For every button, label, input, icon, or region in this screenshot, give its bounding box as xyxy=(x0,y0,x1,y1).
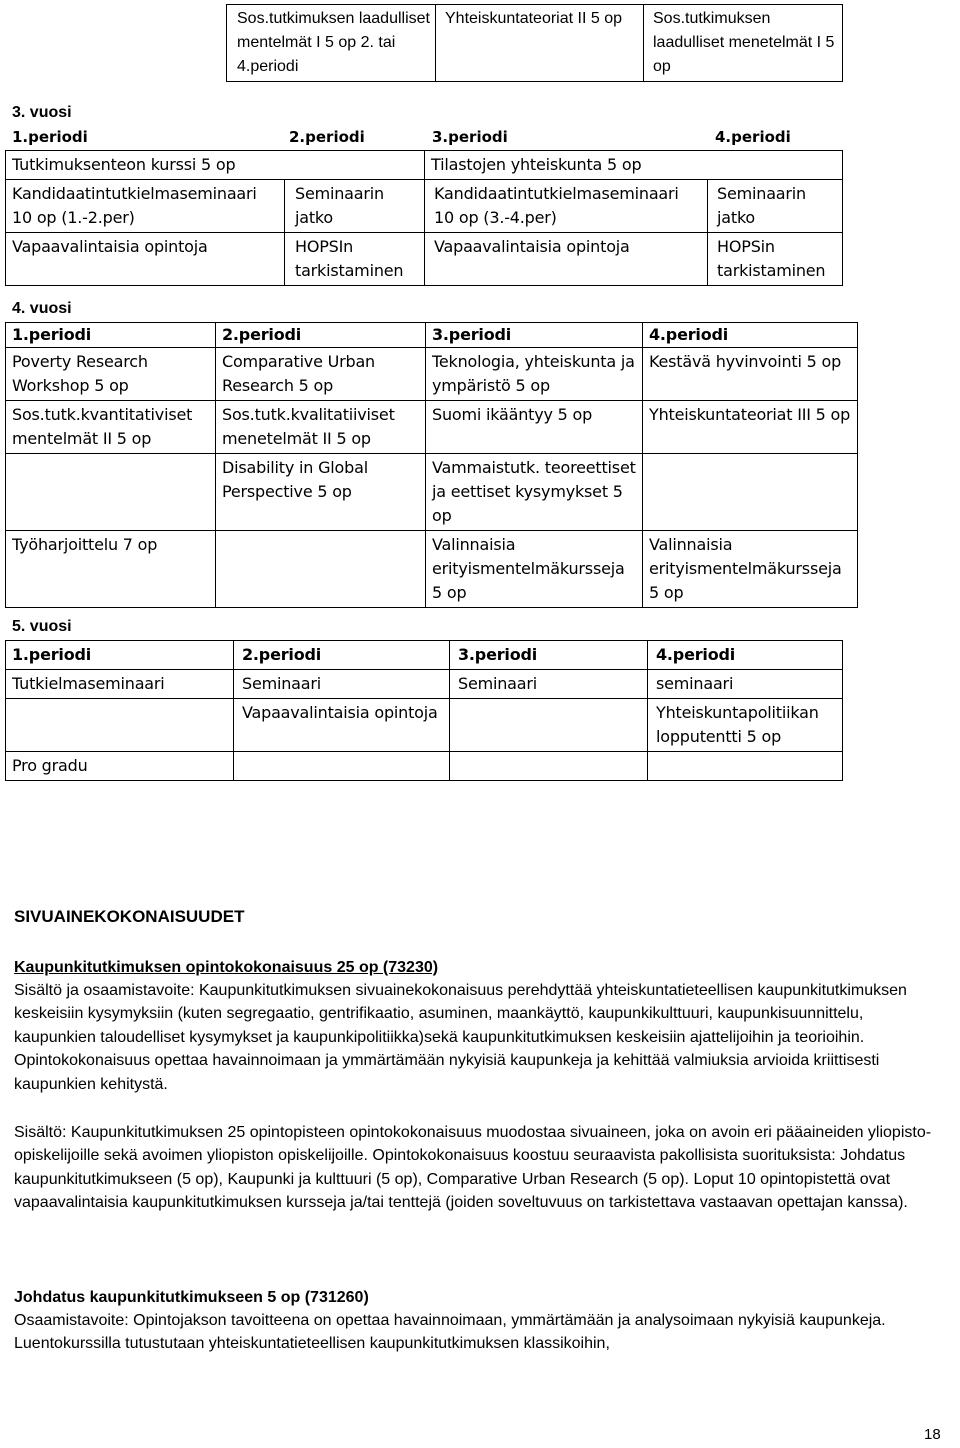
year5-r1-c4: seminaari xyxy=(648,670,843,699)
year3-period-1: 1.periodi xyxy=(12,128,88,146)
year5-r3-c4 xyxy=(648,752,843,781)
year3-table xyxy=(5,150,843,286)
year3-r1-c1: Tutkimuksenteon kurssi 5 op xyxy=(6,151,425,180)
year3-r3-c4: HOPSin tarkistaminen xyxy=(708,233,843,286)
year3-r3-c3: Vapaavalintaisia opintoja xyxy=(425,233,708,286)
year3-r2-c1: Kandidaatintutkielmaseminaari 10 op (1.-2.per) xyxy=(6,180,285,233)
year5-r1-c1: Tutkielmaseminaari xyxy=(6,670,234,699)
year4-r2-c3: Suomi ikääntyy 5 op xyxy=(426,401,643,454)
year3-r3-c2: HOPSIn tarkistaminen xyxy=(285,233,425,286)
year5-period-4: 4.periodi xyxy=(648,641,843,670)
year4-r1-c4: Kestävä hyvinvointi 5 op xyxy=(643,348,858,401)
year3-period-2: 2.periodi xyxy=(289,128,365,146)
year5-r1-c3: Seminaari xyxy=(450,670,648,699)
year5-r3-c3 xyxy=(450,752,648,781)
year3-title: 3. vuosi xyxy=(12,104,72,121)
year4-r4-c2 xyxy=(216,531,426,608)
block1-paragraph-1: Sisältö ja osaamistavoite: Kaupunkitutkimuksen sivuainekokonaisuus perehdyttää yhteiskuntatieteellisen kaupunkitutkimuksen keskeisiin kysymyksiin (kuten segregaatio, gentrifikaatio, asuminen, maankäyttö, kaupunkikulttuuri, kaupunkisuunnittelu, kaupunkien taloudelliset kysymykset ja kaupunkipolitiikka)sekä kaupunkitutkimuksen keskeisiin ajattelijoihin ja teorioihin. Opintokokonaisuus opettaa havainnoimaan ja ymmärtämään nykyisiä kaupunkeja ja kehittää valmiuksia arvioida kriittisesti kaupunkien kehitystä. xyxy=(14,982,907,1093)
year4-period-4: 4.periodi xyxy=(643,323,858,348)
year3-r3-c1: Vapaavalintaisia opintoja xyxy=(6,233,285,286)
year4-r4-c1: Työharjoittelu 7 op xyxy=(6,531,216,608)
year4-period-3: 3.periodi xyxy=(426,323,643,348)
year5-period-3: 3.periodi xyxy=(450,641,648,670)
year4-r3-c3: Vammaistutk. teoreettiset ja eettiset kysymykset 5 op xyxy=(426,454,643,531)
year5-r3-c1: Pro gradu xyxy=(6,752,234,781)
year4-r1-c3: Teknologia, yhteiskunta ja ympäristö 5 op xyxy=(426,348,643,401)
page-number: 18 xyxy=(924,1426,941,1443)
year4-r2-c4: Yhteiskuntateoriat III 5 op xyxy=(643,401,858,454)
top-cell-3: Sos.tutkimuksen laadulliset menetelmät I 5 op xyxy=(644,5,843,82)
year4-r4-c3: Valinnaisia erityismentelmäkursseja 5 op xyxy=(426,531,643,608)
top-schedule-table xyxy=(226,4,843,82)
block1-title: Kaupunkitutkimuksen opintokokonaisuus 25 op (73230) xyxy=(14,959,439,976)
section-heading: SIVUAINEKOKONAISUUDET xyxy=(14,907,245,926)
year4-r4-c4: Valinnaisia erityismentelmäkursseja 5 op xyxy=(643,531,858,608)
top-cell-1: Sos.tutkimuksen laadulliset mentelmät I 5 op 2. tai 4.periodi xyxy=(227,5,436,82)
block1-paragraph-2: Sisältö: Kaupunkitutkimuksen 25 opintopisteen opintokokonaisuus muodostaa sivuaineen, joka on avoin eri pääaineiden yliopisto-opiskelijoille sekä avoimen yliopiston opiskelijoille. Opintokokonaisuus koostuu seuraavista pakollisista suorituksista: Johdatus kaupunkitutkimukseen (5 op), Kaupunki ja kulttuuri (5 op), Comparative Urban Research (5 op). Loput 10 opintopistettä ovat vapaavalintaisia kaupunkitutkimuksen kursseja ja/tai tenttejä (joiden soveltuvuus on tarkistettava vastaavan opettajan kanssa). xyxy=(14,1124,932,1212)
year5-r2-c1 xyxy=(6,699,234,752)
year3-r2-c4: Seminaarin jatko xyxy=(708,180,843,233)
year4-r3-c4 xyxy=(643,454,858,531)
year4-period-1: 1.periodi xyxy=(6,323,216,348)
year5-period-2: 2.periodi xyxy=(234,641,450,670)
year4-title: 4. vuosi xyxy=(12,300,72,317)
year4-r2-c1: Sos.tutk.kvantitativiset mentelmät II 5 op xyxy=(6,401,216,454)
year4-r2-c2: Sos.tutk.kvalitatiiviset menetelmät II 5 op xyxy=(216,401,426,454)
year3-r1-c2: Tilastojen yhteiskunta 5 op xyxy=(425,151,843,180)
year3-r2-c2: Seminaarin jatko xyxy=(285,180,425,233)
block2-title: Johdatus kaupunkitutkimukseen 5 op (731260) xyxy=(14,1289,369,1306)
year5-r2-c3 xyxy=(450,699,648,752)
year5-r1-c2: Seminaari xyxy=(234,670,450,699)
year4-table xyxy=(5,322,858,608)
year3-period-4: 4.periodi xyxy=(715,128,791,146)
year5-r3-c2 xyxy=(234,752,450,781)
year4-r1-c1: Poverty Research Workshop 5 op xyxy=(6,348,216,401)
year5-r2-c4: Yhteiskuntapolitiikan lopputentti 5 op xyxy=(648,699,843,752)
year3-r2-c3: Kandidaatintutkielmaseminaari 10 op (3.-4.per) xyxy=(425,180,708,233)
year5-title: 5. vuosi xyxy=(12,618,72,635)
block2-paragraph-1: Osaamistavoite: Opintojakson tavoitteena on opettaa havainnoimaan, ymmärtämään ja analysoimaan nykyisiä kaupunkeja. Luentokurssilla tutustutaan yhteiskuntatieteellisen kaupunkitutkimuksen klassikoihin, xyxy=(14,1312,886,1353)
year4-r3-c1 xyxy=(6,454,216,531)
year3-periods xyxy=(0,128,960,148)
top-cell-2: Yhteiskuntateoriat II 5 op xyxy=(436,5,644,82)
year5-r2-c2: Vapaavalintaisia opintoja xyxy=(234,699,450,752)
year4-r1-c2: Comparative Urban Research 5 op xyxy=(216,348,426,401)
year5-table xyxy=(5,640,843,781)
year4-period-2: 2.periodi xyxy=(216,323,426,348)
year3-period-3: 3.periodi xyxy=(432,128,508,146)
year4-r3-c2: Disability in Global Perspective 5 op xyxy=(216,454,426,531)
year5-period-1: 1.periodi xyxy=(6,641,234,670)
